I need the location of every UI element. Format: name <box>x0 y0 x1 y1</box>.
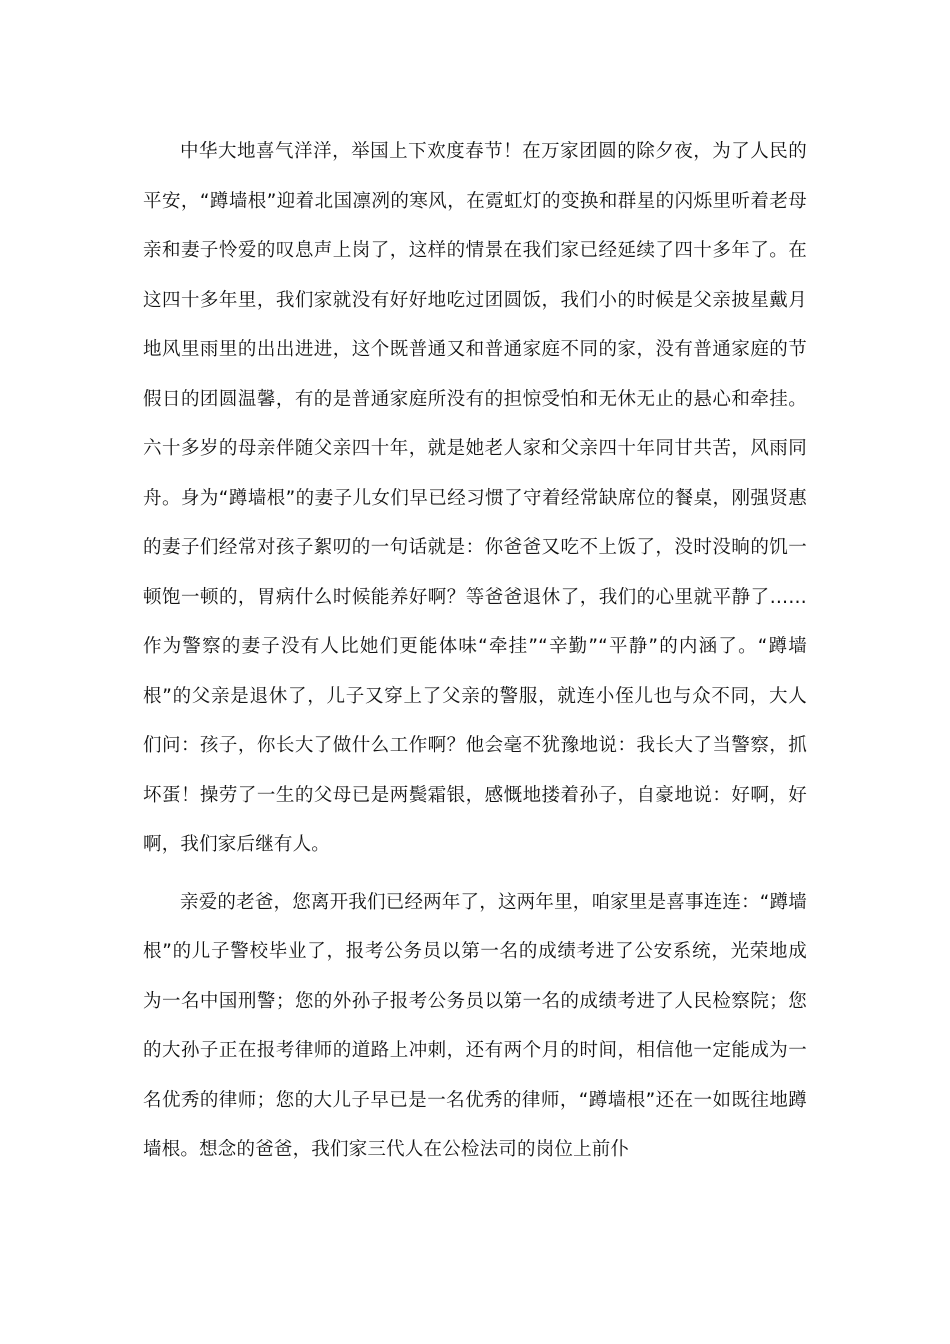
paragraph-1: 中华大地喜气洋洋，举国上下欢度春节！在万家团圆的除夕夜，为了人民的平安，“蹲墙根”迎着北国凛冽的寒风，在霓虹灯的变换和群星的闪烁里听着老母亲和妻子怜爱的叹息声上岗了，这样的情景在我们家已经延续了四十多年了。在这四十多年里，我们家就没有好好地吃过团圆饭，我们小的时候是父亲披星戴月地风里雨里的出出进进，这个既普通又和普通家庭不同的家，没有普通家庭的节假日的团圆温馨，有的是普通家庭所没有的担惊受怕和无休无止的悬心和牵挂。六十多岁的母亲伴随父亲四十年，就是她老人家和父亲四十年同甘共苦，风雨同舟。身为“蹲墙根”的妻子儿女们早已经习惯了守着经常缺席位的餐桌，刚强贤惠的妻子们经常对孩子絮叨的一句话就是：你爸爸又吃不上饭了，没时没晌的饥一顿饱一顿的，胃病什么时候能养好啊？等爸爸退休了，我们的心里就平静了……作为警察的妻子没有人比她们更能体味“牵挂”“辛勤”“平静”的内涵了。“蹲墙根”的父亲是退休了，儿子又穿上了父亲的警服，就连小侄儿也与众不同，大人们问：孩子，你长大了做什么工作啊？他会毫不犹豫地说：我长大了当警察，抓坏蛋！操劳了一生的父母已是两鬓霜银，感慨地搂着孙子，自豪地说：好啊，好啊，我们家后继有人。 <box>143 141 807 855</box>
document-body <box>143 127 807 1175</box>
paragraph-2: 亲爱的老爸，您离开我们已经两年了，这两年里，咱家里是喜事连连：“蹲墙根”的儿子警校毕业了，报考公务员以第一名的成绩考进了公安系统，光荣地成为一名中国刑警；您的外孙子报考公务员以第一名的成绩考进了人民检察院；您的大孙子正在报考律师的道路上冲刺，还有两个月的时间，相信他一定能成为一名优秀的律师；您的大儿子早已是一名优秀的律师，“蹲墙根”还在一如既往地蹲墙根。想念的爸爸，我们家三代人在公检法司的岗位上前仆 <box>143 891 807 1160</box>
